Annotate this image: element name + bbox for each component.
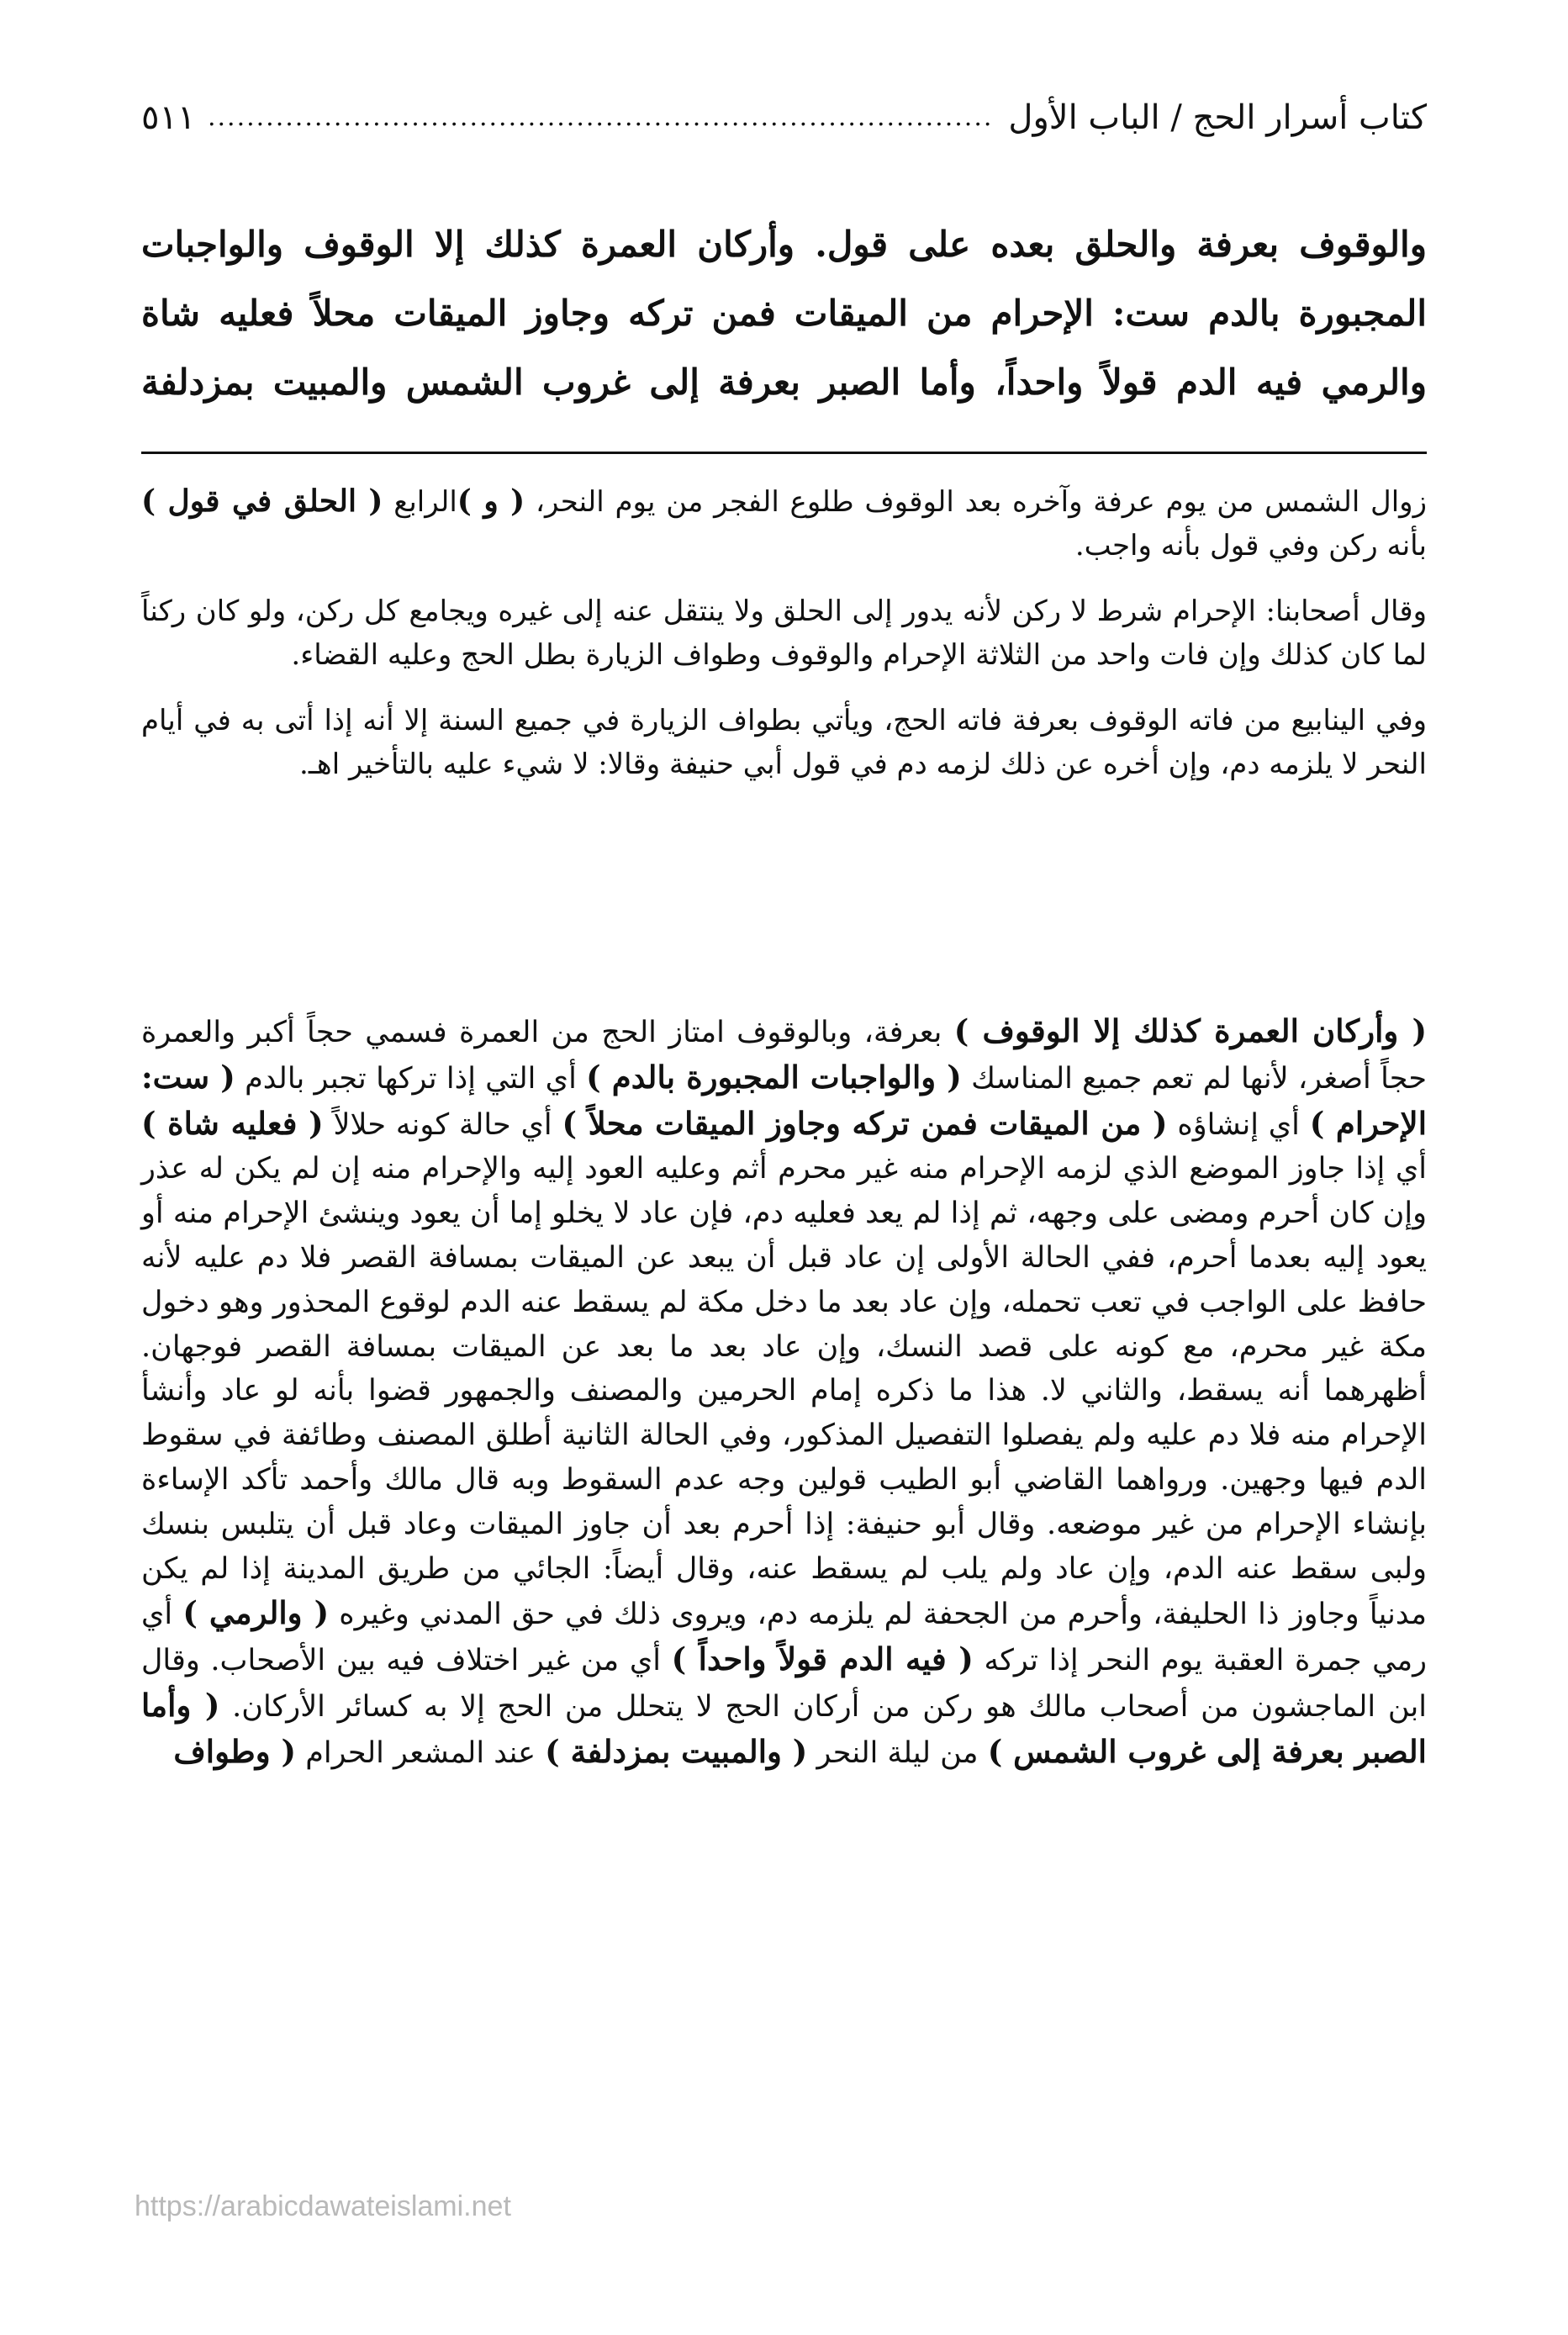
sharh-text: أي إنشاؤه: [1167, 1107, 1310, 1142]
sharh-text: أي من غير اختلاف فيه بين الأصحاب. وقال ابن الماجشون من أصحاب مالك هو ركن من أركان الحج لا يتحلل من الحج إلا به كسائر الأركان.: [141, 1644, 1427, 1724]
commentary-block: [141, 479, 1427, 786]
sharh-text: من ليلة النحر: [807, 1735, 988, 1770]
commentary-paragraph-2: وقال أصحابنا: الإحرام شرط لا ركن لأنه يدور إلى الحلق ولا ينتقل عنه إلى غيره ويجامع كل ركن، ولو كان ركناً لما كان كذلك وإن فات واحد من الثلاثة الإحرام والوقوف وطواف الزيارة بطل الحج وعليه القضاء.: [141, 594, 1427, 672]
sharh-quoted-text: ( وأما الصبر بعرفة إلى غروب الشمس ): [141, 1686, 1427, 1770]
sharh-text: أي التي إذا تركها تجبر بالدم: [235, 1061, 587, 1096]
commentary-text: بأنه ركن وفي قول بأنه واجب.: [1074, 529, 1427, 563]
commentary-text: زوال الشمس من يوم عرفة وآخره بعد الوقوف طلوع الفجر من يوم النحر،: [525, 485, 1427, 519]
sharh-text: أي إذا جاوز الموضع الذي لزمه الإحرام منه غير محرم أثم وعليه العود إليه والإحرام منه إن لم يكن له عذر وإن كان أحرم ومضى على وجهه، ثم إذا لم يعد فعليه دم، فإن عاد لا يخلو إما أن يعود وينشئ الإحرام منه أو يعود إليه بعدما أحرم، ففي الحالة الأولى إن عاد قبل أن يبعد عن الميقات بمسافة القصر فلا دم عليه لأنه حافظ على الواجب في تعب تحمله، وإن عاد بعد ما دخل مكة لم يسقط عنه الدم لوقوع المحذور وهو دخول مكة غير محرم، مع كونه على قصد النسك، وإن عاد بعد ما بعد عن الميقات بمسافة القصر فوجهان. أظهرهما أنه يسقط، والثاني لا. هذا ما ذكره إمام الحرمين والمصنف والجمهور قضوا بأنه لو عاد وأنشأ الإحرام منه فلا دم عليه ولم يفصلوا التفصيل المذكور، وفي الحالة الثانية أطلق المصنف وطائفة في سقوط الدم فيها وجهين. ورواهما القاضي أبو الطيب قولين وجه عدم السقوط وبه قال مالك وأحمد تأكد الإساءة بإنشاء الإحرام من غير موضعه. وقال أبو حنيفة: إذا أحرم بعد أن جاوز الميقات وعاد قبل أن يتلبس بنسك ولبى سقط عنه الدم، وإن عاد ولم يلب لم يسقط عنه، وقال أيضاً: الجائي من طريق المدينة إذا لم يكن مدنياً وجاوز ذا الحليفة، وأحرم من الجحفة لم يلزمه دم، ويروى ذلك في حق المدني وغيره: [141, 1152, 1427, 1632]
main-text-block: [141, 210, 1427, 417]
sharh-text: أي حالة كونه حلالاً: [323, 1107, 562, 1142]
sharh-text: أي رمي جمرة العقبة يوم النحر إذا تركه: [141, 1598, 1427, 1678]
header-dot-leader: [210, 91, 993, 145]
sharh-block: [141, 1009, 1427, 1776]
sharh-quoted-text: ( ست: الإحرام ): [141, 1058, 1427, 1142]
sharh-quoted-text: ( وطواف: [173, 1732, 297, 1770]
page-number: ٥١١: [141, 98, 196, 137]
sharh-quoted-text: ( وأركان العمرة كذلك إلا الوقوف ): [953, 1012, 1428, 1049]
commentary-quoted-text: ( و ): [457, 483, 525, 519]
sharh-quoted-text: ( فعليه شاة ): [141, 1104, 324, 1142]
separator-rule: [141, 452, 1427, 454]
watermark-url: https://arabicdawateislami.net: [135, 2190, 511, 2222]
commentary-quoted-text: ( الحلق في قول ): [141, 483, 383, 519]
sharh-quoted-text: ( والمبيت بمزدلفة ): [545, 1732, 808, 1770]
main-text-paragraph: والوقوف بعرفة والحلق بعده على قول. وأركان العمرة كذلك إلا الوقوف والواجبات المجبورة بالدم ست: الإحرام من الميقات فمن تركه وجاوز الميقات محلاً فعليه شاة والرمي فيه الدم قولاً واحداً، وأما الصبر بعرفة إلى غروب الشمس والمبيت بمزدلفة: [141, 224, 1427, 403]
commentary-paragraph-1: [141, 479, 1427, 568]
sharh-paragraph: [141, 1009, 1427, 1776]
sharh-text: بعرفة، وبالوقوف امتاز الحج من العمرة فسمي حجاً أكبر والعمرة حجاً أصغر، لأنها لم تعم جميع المناسك: [141, 1016, 1427, 1096]
sharh-text: عند المشعر الحرام: [296, 1735, 546, 1770]
sharh-quoted-text: ( والواجبات المجبورة بالدم ): [586, 1058, 962, 1096]
commentary-text: الرابع: [383, 485, 457, 519]
running-header: [141, 91, 1427, 145]
commentary-paragraph-3: وفي الينابيع من فاته الوقوف بعرفة فاته الحج، ويأتي بطواف الزيارة في جميع السنة إلا أنه إذا أتى به في أيام النحر لا يلزمه دم، وإن أخره عن ذلك لزمه دم في قول أبي حنيفة وقالا: لا شيء عليه بالتأخير اهـ.: [141, 704, 1427, 781]
header-title: كتاب أسرار الحج / الباب الأول: [1008, 98, 1427, 137]
sharh-quoted-text: ( من الميقات فمن تركه وجاوز الميقات محلاً ): [562, 1104, 1168, 1142]
sharh-quoted-text: ( والرمي ): [182, 1594, 330, 1632]
sharh-quoted-text: ( فيه الدم قولاً واحداً ): [671, 1640, 974, 1678]
